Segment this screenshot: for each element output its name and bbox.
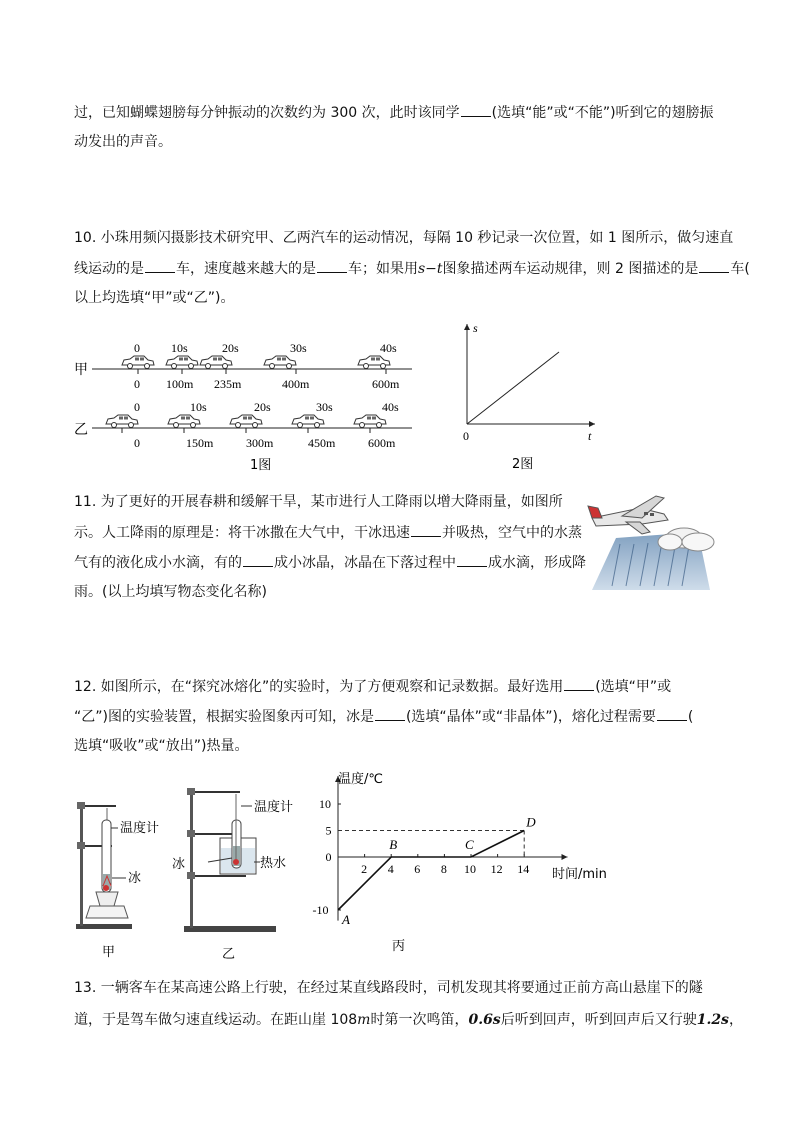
q12-line2 [74, 706, 693, 727]
answer-blank[interactable] [145, 258, 175, 273]
caption-yi: 乙 [222, 947, 236, 961]
time-label: 40s [382, 400, 399, 414]
distance-label: 450m [308, 436, 336, 450]
q11-line1: 11. 为了更好的开展春耕和缓解干旱，某市进行人工降雨以增大降雨量，如图所 [74, 494, 563, 510]
distance-label: 100m [166, 377, 194, 391]
origin-label: 0 [463, 429, 469, 443]
distance-label: 400m [282, 377, 310, 391]
st-symbol: s−t [418, 261, 443, 277]
x-tick-label: 2 [361, 862, 368, 876]
q9-text: (选填“能”或“不能”)听到它的翅膀振 [491, 105, 714, 121]
q10-text: 线运动的是 [74, 261, 144, 277]
figure-2-caption: 2图 [512, 457, 534, 472]
cars-jia [122, 356, 390, 369]
car-icon [358, 356, 390, 369]
distance-label: 0 [134, 436, 140, 450]
point-label: D [526, 814, 536, 830]
alcohol-lamp [86, 906, 128, 918]
distance-label: 235m [214, 377, 242, 391]
distance-label: 600m [372, 377, 400, 391]
label-ice: 冰 [172, 857, 186, 872]
car-icon [230, 415, 262, 428]
q11-text: 示。人工降雨的原理是：将干冰撒在大气中，干冰迅速 [74, 525, 410, 541]
x-tick-label: 8 [440, 862, 447, 876]
time-label: 10s [171, 341, 188, 355]
distance-label: 600m [368, 436, 396, 450]
y-tick-label: 5 [325, 823, 332, 838]
q10-text: 车，速度越来越大的是 [176, 261, 316, 277]
airplane-rain-image [586, 488, 722, 590]
distance-label: 150m [186, 436, 214, 450]
time-label: 20s [222, 341, 239, 355]
q9-line1 [74, 102, 714, 123]
q11-line3 [74, 552, 586, 573]
stand-base [184, 926, 276, 932]
point-label: B [389, 837, 398, 852]
y-tick-label: 0 [325, 850, 332, 864]
time-label: 40s [380, 341, 397, 355]
time-value: 1.2s [696, 1012, 729, 1028]
stand-rod [80, 804, 83, 926]
car-icon [264, 356, 296, 369]
label-thermometer: 温度计 [120, 821, 160, 836]
answer-blank[interactable] [461, 102, 491, 117]
chart-bing [308, 768, 618, 958]
q13-line2 [74, 1010, 743, 1030]
s-label: s [473, 321, 478, 335]
answer-blank[interactable] [317, 258, 347, 273]
ticks-yi [122, 428, 370, 433]
time-label: 10s [190, 400, 207, 414]
time-label: 30s [316, 400, 333, 414]
st-line [467, 352, 559, 424]
time-label: 20s [254, 400, 271, 414]
answer-blank[interactable] [411, 522, 441, 537]
q11-line2 [74, 522, 582, 543]
figure-2-st-graph [455, 318, 605, 473]
x-tick-label: 4 [387, 862, 394, 876]
caption-jia: 甲 [102, 945, 116, 960]
row-label-jia: 甲 [74, 362, 88, 378]
q11-text: 成水滴，形成降 [488, 555, 586, 571]
figure-1-strobe [70, 335, 420, 475]
y-tick-label: -10 [312, 903, 329, 917]
apparatus-yi [170, 776, 305, 961]
point-label: C [465, 837, 474, 852]
answer-blank[interactable] [657, 706, 687, 721]
airplane-icon [588, 496, 668, 534]
q10-line1: 10. 小珠用频闪摄影技术研究甲、乙两汽车的运动情况，每隔 10 秒记录一次位置，如 1 图所示，做匀速直 [74, 230, 734, 246]
apparatus-jia [68, 790, 168, 960]
time-value: 0.6s [468, 1012, 501, 1028]
q11-text: 成小冰晶，冰晶在下落过程中 [274, 555, 456, 571]
x-tick-label: 14 [517, 862, 530, 876]
car-icon [106, 415, 138, 428]
q10-text: 图象描述两车运动规律，则 2 图描述的是 [442, 261, 699, 277]
q12-text: (选填“甲”或 [595, 679, 672, 695]
ticks-jia [138, 369, 386, 374]
answer-blank[interactable] [375, 706, 405, 721]
y-tick-label: 10 [319, 797, 331, 811]
x-tick-label: 10 [464, 862, 476, 876]
car-icon [200, 356, 232, 369]
x-axis-label: 时间/min [552, 867, 607, 882]
answer-blank[interactable] [564, 676, 594, 691]
q10-line3: 以上均选填“甲”或“乙”)。 [74, 290, 235, 306]
flame-shape [96, 892, 118, 906]
distance-label: 0 [134, 377, 140, 391]
unit-m: m [357, 1012, 371, 1028]
stand-rod [190, 790, 193, 928]
point-label: A [342, 912, 350, 927]
stand-base [76, 924, 132, 929]
q11-text: 并吸热，空气中的水蒸 [442, 525, 582, 541]
t-label: t [588, 429, 592, 443]
x-tick-label: 6 [414, 862, 421, 876]
q13-text: ， [728, 1012, 743, 1028]
q9-line2: 动发出的声音。 [74, 134, 172, 150]
q10-line2 [74, 258, 750, 279]
car-icon [166, 356, 198, 369]
q13-text: 后听到回声，听到回声后又行驶 [500, 1012, 697, 1028]
q9-text: 过，已知蝴蝶翅膀每分钟振动的次数约为 300 次，此时该同学 [74, 105, 460, 121]
q13-line1: 13. 一辆客车在某高速公路上行驶，在经过某直线路段时，司机发现其将要通过正前方高山悬崖下的隧 [74, 980, 703, 996]
label-ice: 冰 [128, 871, 142, 886]
x-tick-label: 12 [490, 862, 503, 876]
car-icon [122, 356, 154, 369]
figure-1-caption: 1图 [250, 458, 272, 473]
q12-text: “乙”)图的实验装置，根据实验图象丙可知，冰是 [74, 709, 374, 725]
distance-label: 300m [246, 436, 274, 450]
answer-blank[interactable] [457, 552, 487, 567]
row-label-yi: 乙 [74, 422, 88, 438]
car-icon [168, 415, 200, 428]
car-icon [354, 415, 386, 428]
car-icon [292, 415, 324, 428]
caption-bing: 丙 [392, 939, 406, 954]
y-axis-label: 温度/℃ [338, 772, 383, 787]
q11-text: 气有的液化成小水滴，有的 [74, 555, 242, 571]
q10-text: 车( [730, 261, 750, 277]
q12-line1 [74, 676, 671, 697]
q13-text: 道，于是驾车做匀速直线运动。在距山崖 108 [74, 1012, 358, 1028]
time-label: 0 [134, 341, 140, 355]
q12-text: 12. 如图所示，在“探究冰熔化”的实验时，为了方便观察和记录数据。最好选用 [74, 679, 564, 695]
answer-blank[interactable] [699, 258, 729, 273]
q12-line3: 选填“吸收”或“放出”)热量。 [74, 738, 249, 754]
q12-text: (选填“晶体”或“非晶体”)，熔化过程需要 [405, 709, 656, 725]
time-label: 30s [290, 341, 307, 355]
q12-text: ( [687, 709, 694, 725]
q13-text: 时第一次鸣笛， [370, 1012, 469, 1028]
label-thermometer: 温度计 [254, 800, 294, 815]
time-label: 0 [134, 400, 140, 414]
q10-text: 车；如果用 [348, 261, 418, 277]
label-hot-water: 热水 [260, 856, 287, 871]
answer-blank[interactable] [243, 552, 273, 567]
q11-line4: 雨。(以上均填写物态变化名称) [74, 584, 267, 600]
cars-yi [106, 415, 386, 428]
